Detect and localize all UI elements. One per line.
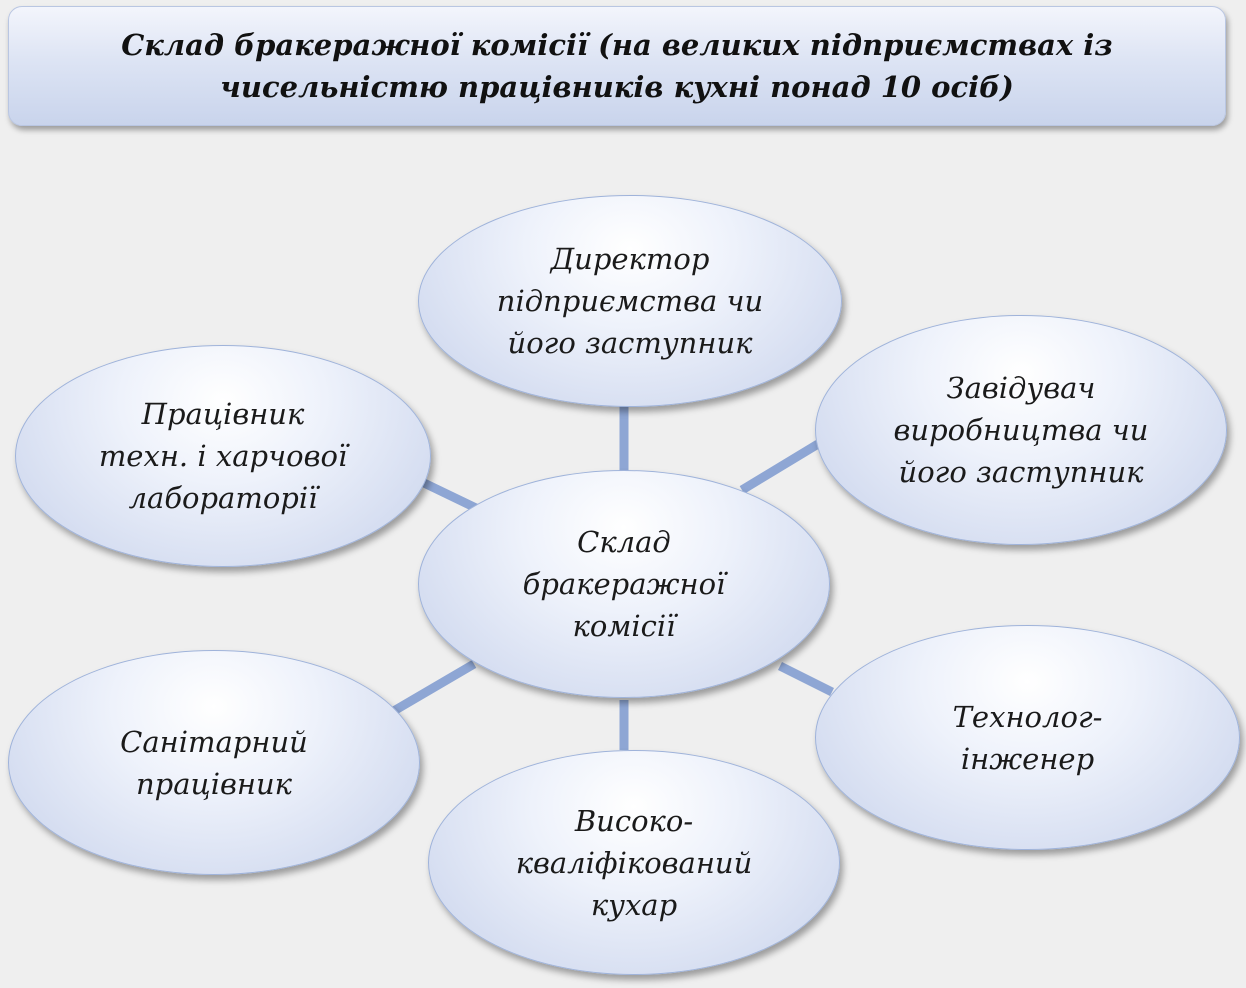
node-cook <box>428 750 840 975</box>
node-cook-label: Високо- кваліфікований кухар <box>515 803 753 922</box>
node-head-of-production <box>815 315 1227 545</box>
node-center <box>418 470 830 698</box>
node-head-of-production-label: Завідувач виробництва чи його заступник <box>893 371 1149 489</box>
node-center-label: Склад бракеражної комісії <box>522 525 726 643</box>
connector-sanitary <box>392 664 474 712</box>
node-sanitary-worker <box>8 650 420 875</box>
node-technologist <box>815 625 1240 850</box>
connector-head-prod <box>742 444 818 490</box>
node-director <box>418 195 842 407</box>
node-director-label: Директор підприємства чи його заступник <box>496 242 764 360</box>
title-line-2: чисельністю працівників кухні понад 10 осіб) <box>220 70 1014 104</box>
title-line-1: Склад бракеражної комісії (на великих підприємствах із <box>121 28 1113 62</box>
node-sanitary-worker-label: Санітарний працівник <box>120 724 308 801</box>
connector-technologist <box>780 666 832 692</box>
node-technologist-label: Технолог- інженер <box>952 699 1103 776</box>
connector-lab <box>424 483 476 508</box>
node-lab-worker-label: Працівник техн. і харчової лабораторії <box>98 397 348 515</box>
node-lab-worker <box>15 345 431 567</box>
